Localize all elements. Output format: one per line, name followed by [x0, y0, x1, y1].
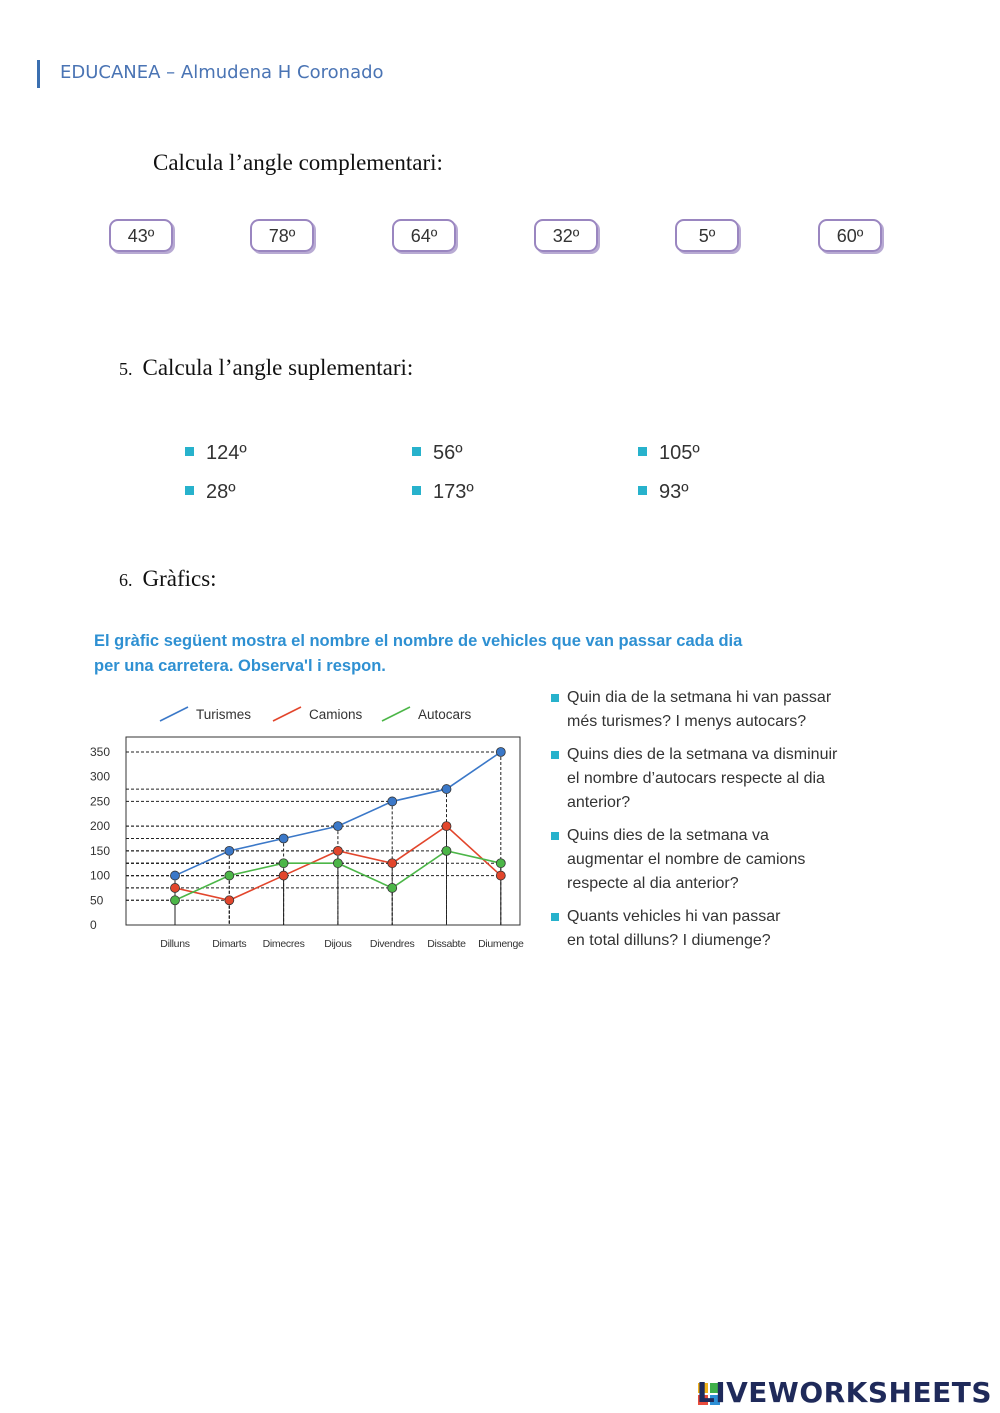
complementary-angle-box: 60º — [818, 219, 882, 252]
header-author: EDUCANEA – Almudena H Coronado — [60, 62, 384, 83]
x-tick-label: Dimecres — [262, 938, 305, 950]
y-tick-label: 50 — [90, 893, 104, 908]
data-point-autocars — [442, 846, 451, 855]
y-tick-label: 200 — [90, 819, 111, 834]
data-point-autocars — [496, 859, 505, 868]
square-bullet-icon — [551, 694, 559, 702]
x-tick-label: Dissabte — [427, 938, 466, 950]
y-tick-label: 350 — [90, 745, 111, 759]
square-bullet-icon — [551, 913, 559, 921]
charts-title: Gràfics: — [142, 566, 217, 591]
chart-intro-line: El gràfic següent mostra el nombre el nombre de vehicles que van passar cada dia — [94, 632, 743, 650]
legend-label: Autocars — [418, 707, 472, 722]
data-point-camions — [333, 846, 342, 855]
complementary-angle-box: 32º — [534, 219, 598, 252]
square-bullet-icon — [185, 486, 194, 495]
complementary-title: Calcula l’angle complementari: — [153, 150, 443, 175]
data-point-turismes — [171, 871, 180, 880]
data-point-autocars — [333, 859, 342, 868]
data-point-camions — [442, 822, 451, 831]
charts-number: 6. — [119, 570, 133, 590]
chart-intro-line: per una carretera. Observa'l i respon. — [94, 657, 386, 675]
complementary-angle-box: 43º — [109, 219, 173, 252]
vehicles-line-chart — [90, 695, 540, 960]
charts-heading — [119, 566, 217, 592]
legend-label: Camions — [309, 707, 363, 722]
x-tick-label: Dilluns — [160, 938, 190, 950]
legend-swatch-turismes — [160, 707, 188, 721]
liveworksheets-brand: LIVEWORKSHEETS — [696, 1376, 992, 1409]
y-tick-label: 150 — [90, 843, 111, 858]
square-bullet-icon — [551, 832, 559, 840]
complementary-angle-box: 64º — [392, 219, 456, 252]
y-tick-label: 0 — [90, 918, 97, 932]
supplementary-item: 105º — [638, 442, 700, 465]
supplementary-title: Calcula l’angle suplementari: — [142, 355, 414, 380]
data-point-autocars — [171, 896, 180, 905]
data-point-turismes — [333, 822, 342, 831]
question-list — [551, 686, 881, 962]
square-bullet-icon — [638, 447, 647, 456]
data-point-camions — [388, 859, 397, 868]
data-point-camions — [279, 871, 288, 880]
question-item: Quins dies de la setmana va augmentar el nombre de camions respecte al dia anterior? — [551, 824, 881, 896]
data-point-turismes — [225, 846, 234, 855]
data-point-camions — [225, 896, 234, 905]
legend-swatch-camions — [273, 707, 301, 721]
square-bullet-icon — [638, 486, 647, 495]
data-point-camions — [496, 871, 505, 880]
supplementary-item: 56º — [412, 442, 463, 465]
data-point-camions — [171, 883, 180, 892]
complementary-angle-box: 78º — [250, 219, 314, 252]
chart-frame — [126, 737, 520, 925]
legend-swatch-autocars — [382, 707, 410, 721]
question-item: Quin dia de la setmana hi van passar més turismes? I menys autocars? — [551, 686, 881, 734]
supplementary-item: 28º — [185, 481, 236, 504]
y-tick-label: 300 — [90, 769, 111, 784]
supplementary-item: 124º — [185, 442, 247, 465]
data-point-turismes — [279, 834, 288, 843]
y-tick-label: 100 — [90, 868, 111, 883]
data-point-turismes — [496, 748, 505, 757]
square-bullet-icon — [412, 486, 421, 495]
y-tick-label: 250 — [90, 794, 111, 809]
chart-intro — [94, 629, 834, 679]
x-tick-label: Dijous — [324, 938, 352, 950]
complementary-angle-box: 5º — [675, 219, 739, 252]
data-point-autocars — [388, 883, 397, 892]
legend-label: Turismes — [196, 707, 252, 722]
header-accent-bar — [37, 60, 40, 88]
supplementary-number: 5. — [119, 359, 133, 379]
question-item: Quants vehicles hi van passar en total dilluns? I diumenge? — [551, 905, 881, 953]
question-item: Quins dies de la setmana va disminuir el nombre d’autocars respecte al dia anterior? — [551, 743, 881, 815]
supplementary-item: 93º — [638, 481, 689, 504]
x-tick-label: Dimarts — [212, 938, 247, 950]
data-point-autocars — [279, 859, 288, 868]
square-bullet-icon — [412, 447, 421, 456]
data-point-turismes — [442, 785, 451, 794]
complementary-heading — [153, 150, 443, 176]
supplementary-item: 173º — [412, 481, 474, 504]
supplementary-heading — [119, 355, 413, 381]
data-point-turismes — [388, 797, 397, 806]
square-bullet-icon — [185, 447, 194, 456]
x-tick-label: Divendres — [369, 938, 415, 950]
data-point-autocars — [225, 871, 234, 880]
x-tick-label: Diumenge — [478, 938, 524, 950]
square-bullet-icon — [551, 751, 559, 759]
